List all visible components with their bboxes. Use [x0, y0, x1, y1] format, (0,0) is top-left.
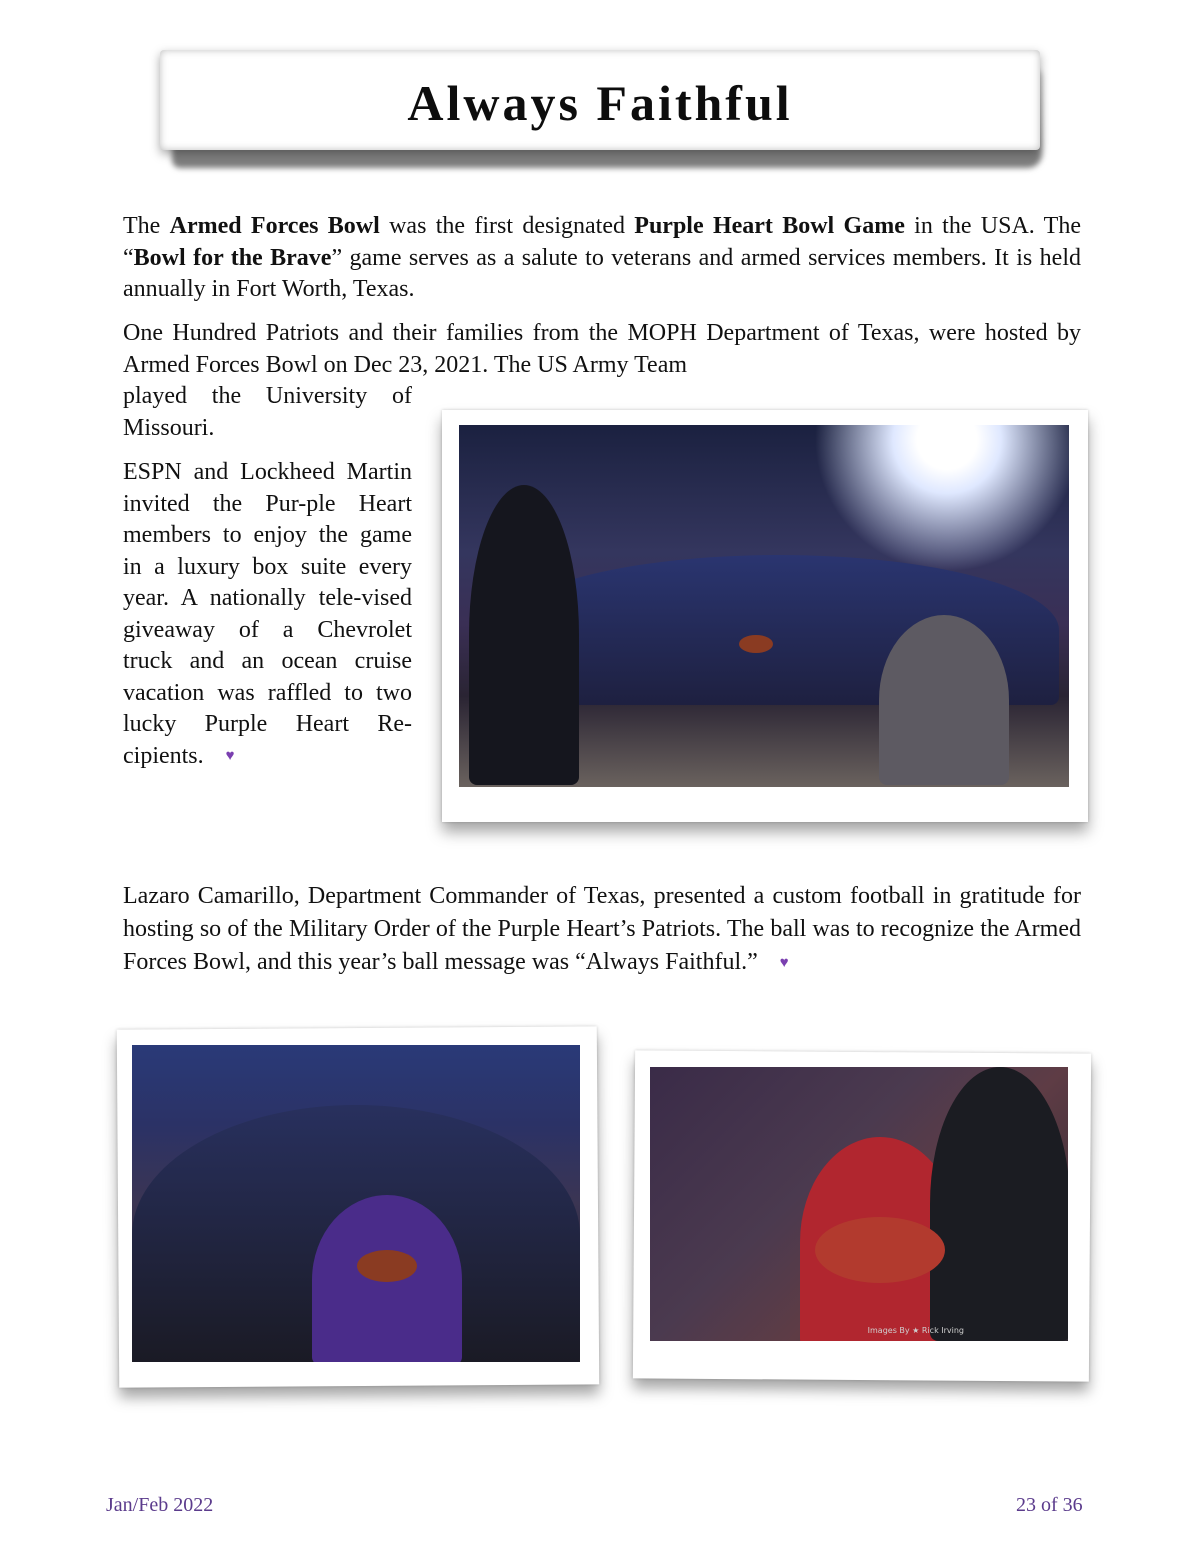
intro-bold-purple-heart-bowl: Purple Heart Bowl Game	[634, 213, 905, 239]
footer-issue: Jan/Feb 2022	[106, 1494, 214, 1516]
veteran-ball-photo	[650, 1067, 1068, 1341]
football-icon	[815, 1217, 945, 1283]
intro-text-4: ” game serves as a salute to veterans and armed services members. It is held annually in Fort Worth, Texas.	[123, 244, 1081, 302]
intro-text-1: The	[123, 213, 170, 239]
photo-credit: Images By ★ Rick Irving	[867, 1326, 964, 1335]
scooter-silhouette	[879, 615, 1009, 785]
commander-text: Lazaro Camarillo, Department Commander of Texas, presented a custom football in gratitude for hosting so of the Military Order of the Purple Heart’s Patriots. The ball was to recognize the Armed Forces Bowl, and this year’s ball message was “Always Faithful.”	[123, 883, 1081, 975]
page-title: Always Faithful	[407, 75, 793, 131]
intro-text-3: in the USA. The “	[123, 213, 1081, 271]
purple-heart-icon: ♥	[779, 954, 789, 971]
commander-paragraph	[123, 880, 1081, 980]
title-banner	[160, 50, 1040, 168]
purple-heart-icon: ♥	[225, 748, 235, 765]
espn-paragraph	[123, 457, 412, 773]
veterans-photo	[132, 1045, 580, 1362]
espn-text: ESPN and Lockheed Martin invited the Pur-ple Heart members to enjoy the game in a luxury box suite every year. A nationally tele-vised giveaway of a Chevrolet truck and an ocean cruise vacation was raffled to two lucky Purple Heart Re-cipients.	[123, 459, 412, 769]
intro-bold-armed-forces-bowl: Armed Forces Bowl	[169, 213, 380, 239]
football-icon	[357, 1250, 417, 1282]
university-paragraph: played the University of Missouri.	[123, 383, 412, 441]
banner-card	[160, 50, 1040, 150]
standing-man-silhouette	[930, 1067, 1068, 1341]
football-icon	[739, 635, 773, 653]
intro-bold-bowl-for-the-brave: Bowl for the Brave	[133, 244, 332, 271]
standing-man-silhouette	[469, 485, 579, 785]
group-photo	[459, 425, 1069, 787]
intro-paragraph	[123, 211, 1081, 306]
patriots-paragraph: One Hundred Patriots and their families from the MOPH Department of Texas, were hosted by Armed Forces Bowl on Dec 23, 2021. The US Army Team	[123, 320, 1081, 378]
footer-page-number: 23 of 36	[1016, 1494, 1083, 1516]
intro-text-2: was the first designated	[379, 213, 635, 239]
